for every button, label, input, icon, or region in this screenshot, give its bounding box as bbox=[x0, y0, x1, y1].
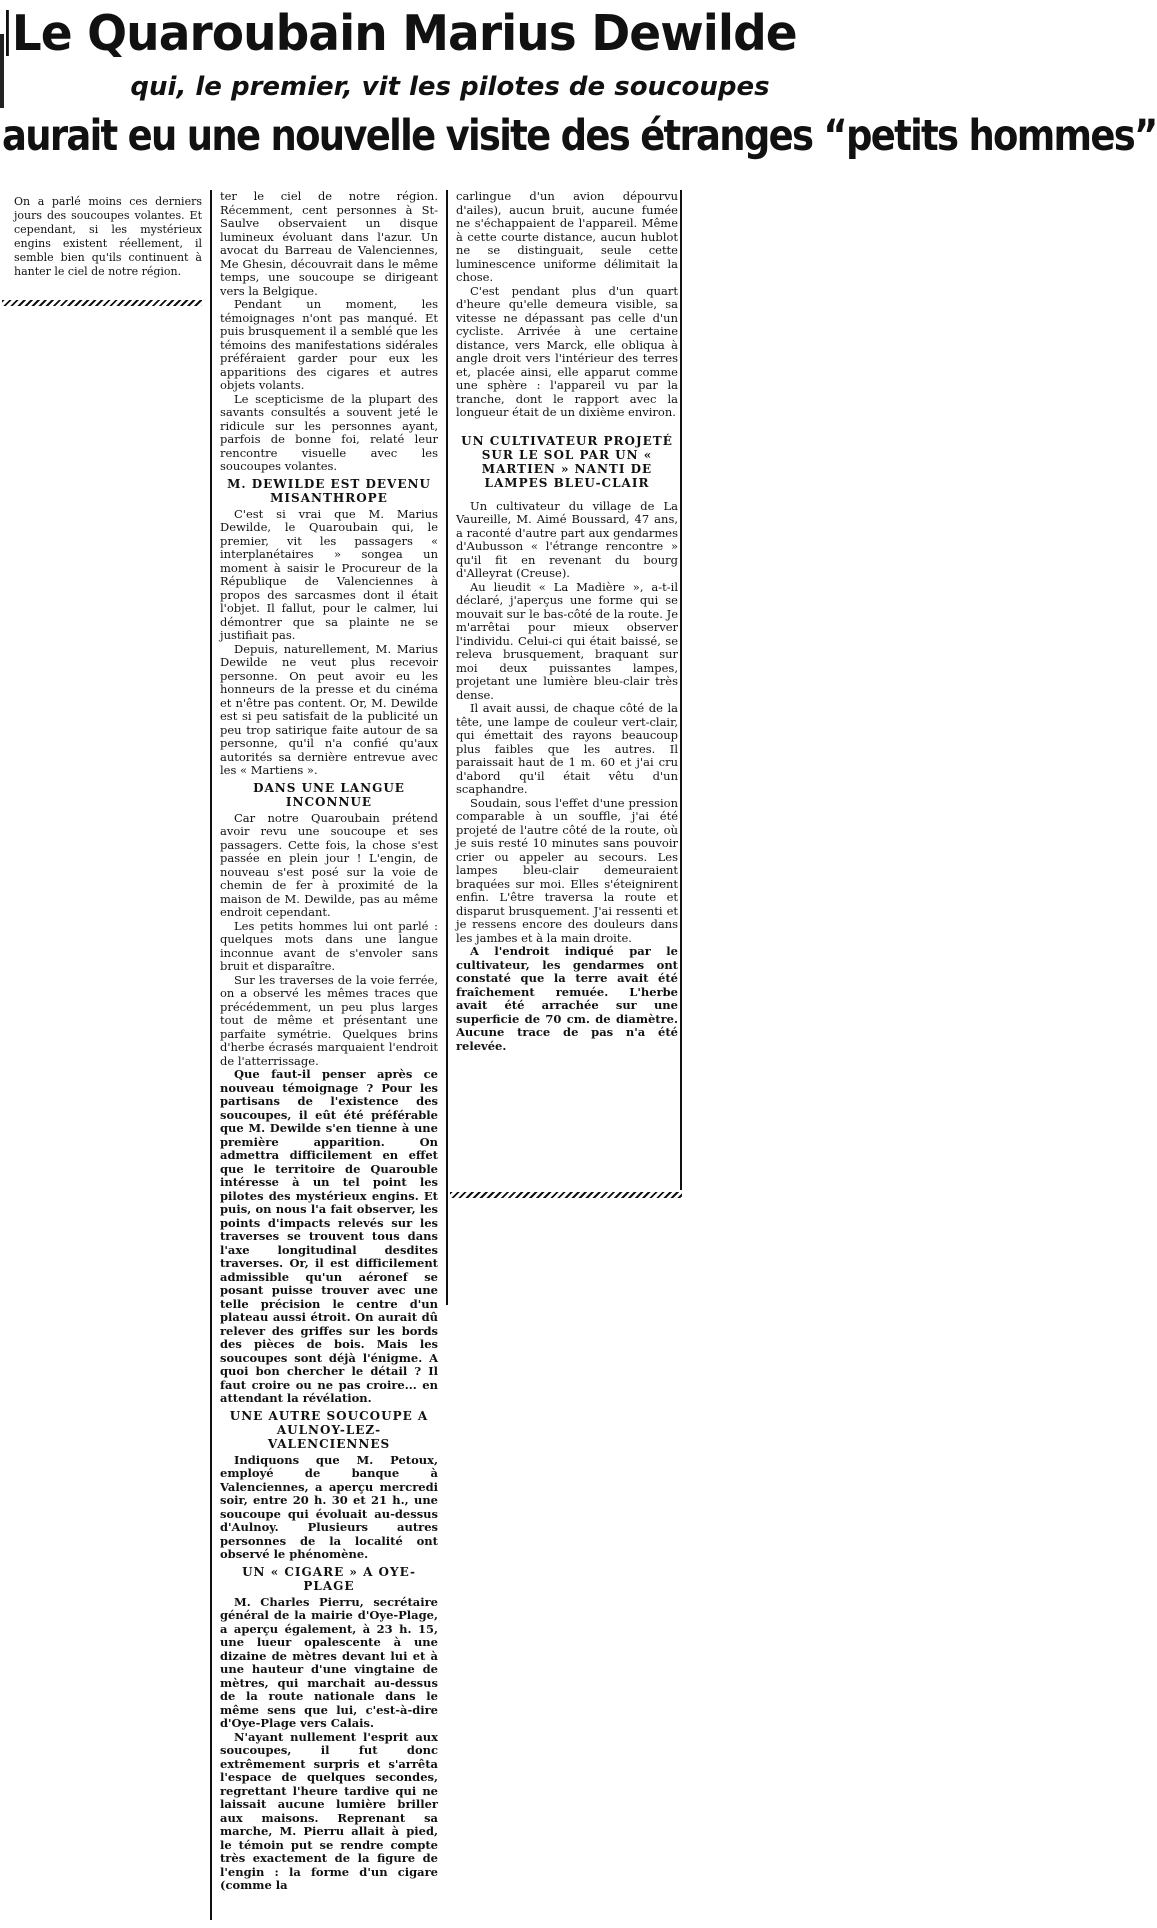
col2-paragraph-5: Depuis, naturellement, M. Marius Dewilde ne veut plus recevoir personne. On peut avoir eu les honneurs de la presse et du cinéma et n'être pas content. Or, M. Dewilde est si peu satisfait de la publicité un peu trop satirique faite autour de sa personne, qu'il n'a confié qu'aux autorités sa dernière entrevue avec les « Martiens ». bbox=[220, 641, 438, 777]
headline-line-3: aurait eu une nouvelle visite des étranges “petits hommes” bbox=[2, 111, 1157, 161]
col2-paragraph-12: N'ayant nullement l'esprit aux soucoupes, il fut donc extrêmement surpris et s'arrêta l'espace de quelques secondes, regrettant l'heure tardive qui ne laissait aucune lumière briller aux maisons. Reprenant sa marche, M. Pierru allait à pied, le témoin put se rendre compte très exactement de la figure de l'engin : la forme d'un cigare (comme la bbox=[220, 1729, 438, 1892]
col2-paragraph-4: C'est si vrai que M. Marius Dewilde, le Quaroubain qui, le premier, vit les passagers « interplanétaires » songea un moment à saisir le Procureur de la République de Valenciennes à propos des sarcasmes dont il était l'objet. Il fallut, pour le calmer, lui démontrer que sa plainte ne se justifiait pas. bbox=[220, 506, 438, 642]
headline-rule bbox=[6, 10, 9, 56]
col3-paragraph-6: Soudain, sous l'effet d'une pression comparable à un souffle, j'ai été projeté de l'autre côté de la route, où je suis resté 10 minutes sans pouvoir crier ou appeler au secours. Les lampes bleu-clair demeuraient braquées sur moi. Elles s'éteignirent enfin. L'être traversa la route et disparut brusquement. J'ai ressenti et je ressens encore des douleurs dans les jambes et à la main droite. bbox=[456, 795, 678, 945]
col3-paragraph-2: C'est pendant plus d'un quart d'heure qu'elle demeura visible, sa vitesse ne dépassant pas celle d'un cycliste. Arrivée à une certaine distance, vers Marck, elle obliqua à angle droit vers l'intérieur des terres et, placée ainsi, elle apparut comme une sphère : l'appareil vu par la tranche, dont le rapport avec la longueur était de un dixième environ. bbox=[456, 283, 678, 419]
col3-paragraph-5: Il avait aussi, de chaque côté de la tête, une lampe de couleur vert-clair, qui émettait des rayons beaucoup plus faibles que les autres. Il paraissait haut de 1 m. 60 et j'ai cru d'abord qu'il était vêtu d'un scaphandre. bbox=[456, 701, 678, 796]
col3-paragraph-4: Au lieudit « La Madière », a-t-il déclaré, j'aperçus une forme qui se mouvait sur le bas-côté de la route. Je m'arrêtai pour mieux observer l'individu. Celui-ci qui était baissé, se releva brusquement, braquant sur moi deux puissantes lampes, projetant une lumière bleu-clair très dense. bbox=[456, 579, 678, 702]
headline-line-2: qui, le premier, vit les pilotes de soucoupes bbox=[130, 72, 770, 102]
column-rule-3 bbox=[680, 190, 682, 1190]
col3-subheading-1: UN CULTIVATEUR PROJETÉ SUR LE SOL PAR UN « MARTIEN » NANTI DE LAMPES BLEU-CLAIR bbox=[461, 433, 673, 490]
column-1 bbox=[14, 195, 202, 279]
col2-subheading-2: DANS UNE LANGUE INCONNUE bbox=[253, 780, 405, 809]
column-rule-2 bbox=[446, 190, 448, 1305]
col2-paragraph-7: Les petits hommes lui ont parlé : quelques mots dans une langue inconnue avant de s'envoler sans bruit et disparaître. bbox=[220, 918, 438, 973]
col2-paragraph-9: Que faut-il penser après ce nouveau témoignage ? Pour les partisans de l'existence des soucoupes, il eût été préférable que M. Dewilde s'en tienne à une première apparition. On admettra difficilement en effet que le territoire de Quarouble intéresse à un tel point les pilotes des mystérieux engins. Et puis, on nous l'a fait observer, les points d'impacts relevés sur les traverses se trouvent tous dans l'axe longitudinal desdites traverses. Or, il est difficilement admissible qu'un aéronef se posant puisse trouver avec une telle précision le centre d'un plateau aussi étroit. On aurait dû relever des griffes sur les bords des pièces de bois. Mais les soucoupes sont déjà l'énigme. A quoi bon chercher le détail ? Il faut croire ou ne pas croire... en attendant la révélation. bbox=[220, 1067, 438, 1405]
column-1-end-rule bbox=[2, 300, 202, 306]
col2-paragraph-11: M. Charles Pierru, secrétaire général de la mairie d'Oye-Plage, a aperçu également, à 23 h. 15, une lueur opalescente à une dizaine de mètres devant lui et à une hauteur d'une vingtaine de mètres, qui marchait au-dessus de la route nationale dans le même sens que lui, c'est-à-dire d'Oye-Plage vers Calais. bbox=[220, 1594, 438, 1730]
col2-subheading-1: M. DEWILDE EST DEVENU MISANTHROPE bbox=[227, 476, 431, 505]
col3-paragraph-7: A l'endroit indiqué par le cultivateur, les gendarmes ont constaté que la terre avait été fraîchement remuée. L'herbe avait été arrachée sur une superficie de 70 cm. de diamètre. Aucune trace de pas n'a été relevée. bbox=[456, 944, 678, 1053]
col3-paragraph-3: Un cultivateur du village de La Vaureille, M. Aimé Boussard, 47 ans, a raconté d'autre part aux gendarmes d'Aubusson « l'étrange rencontre » qu'il fit en revenant du bourg d'Alleyrat (Creuse). bbox=[456, 498, 678, 580]
headline-line-1: Le Quaroubain Marius Dewilde bbox=[6, 4, 860, 64]
col2-subheading-4: UN « CIGARE » A OYE-PLAGE bbox=[242, 1564, 416, 1593]
col2-paragraph-10: Indiquons que M. Petoux, employé de banque à Valenciennes, a aperçu mercredi soir, entre 20 h. 30 et 21 h., une soucoupe qui évoluait au-dessus d'Aulnoy. Plusieurs autres personnes de la localité ont observé le phénomène. bbox=[220, 1452, 438, 1561]
col2-bold-section bbox=[220, 1068, 438, 1893]
col3-bold-section bbox=[456, 945, 678, 1053]
column-2 bbox=[220, 190, 438, 1893]
col2-paragraph-1: ter le ciel de notre région. Récemment, cent personnes à St-Saulve observaient un disque lumineux évoluant dans l'azur. Un avocat du Barreau de Valenciennes, Me Ghesin, découvrait dans le même temps, une soucoupe se dirigeant vers la Belgique. bbox=[220, 189, 438, 298]
lead-paragraph: On a parlé moins ces derniers jours des soucoupes volantes. Et cependant, si les mystérieux engins existent réellement, il semble bien qu'ils continuent à hanter le ciel de notre région. bbox=[14, 195, 202, 278]
column-3-end-rule bbox=[450, 1192, 682, 1198]
col2-paragraph-8: Sur les traverses de la voie ferrée, on a observé les mêmes traces que précédemment, un peu plus larges tout de même et présentant une parfaite symétrie. Quelques brins d'herbe écrasés marquaient l'endroit de l'atterrissage. bbox=[220, 972, 438, 1068]
col3-paragraph-1: carlingue d'un avion dépourvu d'ailes), aucun bruit, aucune fumée ne s'échappaient de l'appareil. Même à cette courte distance, aucun hublot ne se distinguait, seule cette luminescence uniforme délimitait la chose. bbox=[456, 189, 678, 284]
column-3 bbox=[456, 190, 678, 1053]
column-rule-1 bbox=[210, 190, 212, 1920]
col2-paragraph-2: Pendant un moment, les témoignages n'ont pas manqué. Et puis brusquement il a semblé que les témoins des manifestations sidérales préféraient garder pour eux les apparitions des cigares et autres objets volants. bbox=[220, 297, 438, 392]
col2-subheading-3: UNE AUTRE SOUCOUPE A AULNOY-LEZ-VALENCIENNES bbox=[229, 1408, 429, 1451]
col2-paragraph-3: Le scepticisme de la plupart des savants consultés a souvent jeté le ridicule sur les personnes ayant, parfois de bonne foi, relaté leur rencontre visuelle avec les soucoupes volantes. bbox=[220, 391, 438, 473]
col2-paragraph-6: Car notre Quaroubain prétend avoir revu une soucoupe et ses passagers. Cette fois, la chose s'est passée en plein jour ! L'engin, de nouveau s'est posé sur la voie de chemin de fer à proximité de la maison de M. Dewilde, pas au même endroit cependant. bbox=[220, 810, 438, 919]
